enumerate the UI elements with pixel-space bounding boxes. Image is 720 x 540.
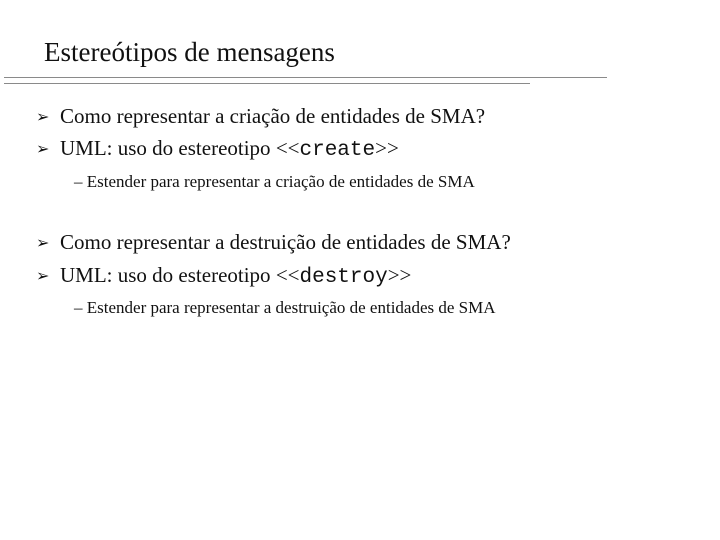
bullet-text: UML: uso do estereotipo — [60, 263, 276, 287]
bullet-text: Como representar a criação de entidades de SMA? — [60, 104, 486, 128]
stereotype-open: << — [275, 263, 300, 287]
arrowhead-bullet-icon: ➢ — [36, 141, 50, 158]
bullet-item-uml-create — [36, 135, 399, 164]
bullet-text: UML: uso do estereotipo — [60, 136, 276, 160]
stereotype-name: destroy — [299, 266, 388, 289]
bullet-text: Como representar a destruição de entidades de SMA? — [60, 230, 511, 254]
bullet-item-destruction-question — [36, 229, 511, 257]
stereotype-open: << — [275, 136, 300, 160]
arrowhead-bullet-icon: ➢ — [36, 109, 50, 126]
title-divider-bottom — [4, 83, 530, 84]
bullet-item-creation-question — [36, 103, 485, 131]
bullet-item-uml-destroy — [36, 262, 411, 291]
sub-item-creation: – Estender para representar a criação de entidades de SMA — [74, 172, 475, 191]
arrowhead-bullet-icon: ➢ — [36, 235, 50, 252]
stereotype-close: >> — [387, 263, 412, 287]
slide-title: Estereótipos de mensagens — [44, 37, 335, 67]
title-divider-top — [4, 77, 607, 78]
sub-item-destruction: – Estender para representar a destruição de entidades de SMA — [74, 298, 496, 317]
arrowhead-bullet-icon: ➢ — [36, 268, 50, 285]
stereotype-name: create — [299, 139, 376, 162]
stereotype-close: >> — [375, 136, 399, 160]
